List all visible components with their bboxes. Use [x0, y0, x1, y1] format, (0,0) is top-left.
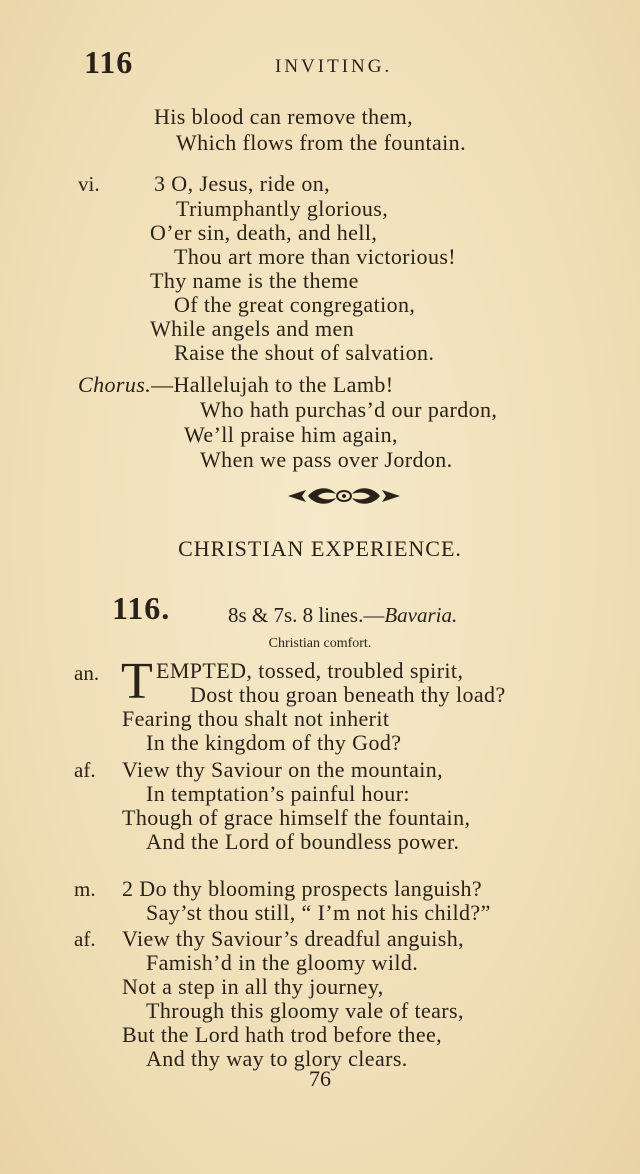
verse-line: Say’st thou still, “ I’m not his child?” [146, 900, 491, 925]
verse-line: In temptation’s painful hour: [146, 781, 410, 806]
dynamic-mark: an. [74, 661, 100, 685]
chorus-line: Who hath purchas’d our pardon, [200, 397, 498, 422]
verse-line: His blood can remove them, [154, 104, 414, 129]
hymn-subtitle: Christian comfort. [268, 636, 372, 651]
hymn-meter [228, 603, 457, 628]
chorus-heading [78, 372, 393, 398]
verse-line: Thou art more than victorious! [174, 244, 457, 269]
chorus-line: When we pass over Jordon. [200, 447, 453, 472]
meter-text: 8s & 7s. 8 lines.— [228, 603, 385, 627]
running-title: INVITING. [275, 56, 393, 77]
verse-line: Dost thou groan beneath thy load? [190, 682, 506, 707]
verse-line: Though of grace himself the fountain, [122, 805, 471, 830]
verse-line: Through this gloomy vale of tears, [146, 998, 464, 1023]
verse-line: Of the great congregation, [174, 292, 416, 317]
verse-line: Fearing thou shalt not inherit [122, 706, 390, 731]
verse-line: View thy Saviour on the mountain, [122, 757, 444, 782]
verse-line: Triumphantly glorious, [176, 196, 389, 221]
verse-line: 3 O, Jesus, ride on, [154, 171, 331, 196]
chorus-line: We’ll praise him again, [184, 422, 398, 447]
verse-line: Famish’d in the gloomy wild. [146, 950, 419, 975]
verse-line: Not a step in all thy journey, [122, 974, 384, 999]
dynamic-mark: m. [74, 877, 96, 901]
verse-line: And thy way to glory clears. [146, 1046, 408, 1071]
verse-line: View thy Saviour’s dreadful anguish, [122, 926, 465, 951]
tune-name: Bavaria. [384, 603, 458, 627]
dynamic-mark: af. [74, 927, 96, 951]
verse-line: Raise the shout of salvation. [174, 340, 435, 365]
verse-line: Which flows from the fountain. [176, 130, 466, 155]
verse-line: While angels and men [150, 316, 355, 341]
verse-line: In the kingdom of thy God? [146, 730, 402, 755]
hymn-number: 116. [112, 590, 171, 626]
dynamic-mark: af. [74, 758, 96, 782]
fleuron-ornament-icon [286, 484, 402, 508]
verse-line: 2 Do thy blooming prospects languish? [122, 876, 483, 901]
section-title: CHRISTIAN EXPERIENCE. [178, 536, 462, 561]
verse-line: O’er sin, death, and hell, [150, 220, 378, 245]
chorus-label: Chorus. [78, 372, 152, 397]
verse-line: And the Lord of boundless power. [146, 829, 460, 854]
verse-line: Thy name is the theme [150, 268, 359, 293]
chorus-line: —Hallelujah to the Lamb! [151, 372, 394, 397]
dynamic-mark: vi. [78, 172, 100, 196]
folio-number: 76 [309, 1066, 331, 1091]
verse-line: EMPTED, tossed, troubled spirit, [156, 658, 464, 683]
verse-line: But the Lord hath trod before thee, [122, 1022, 443, 1047]
drop-cap: T [121, 653, 153, 710]
page-number: 116 [84, 44, 134, 80]
